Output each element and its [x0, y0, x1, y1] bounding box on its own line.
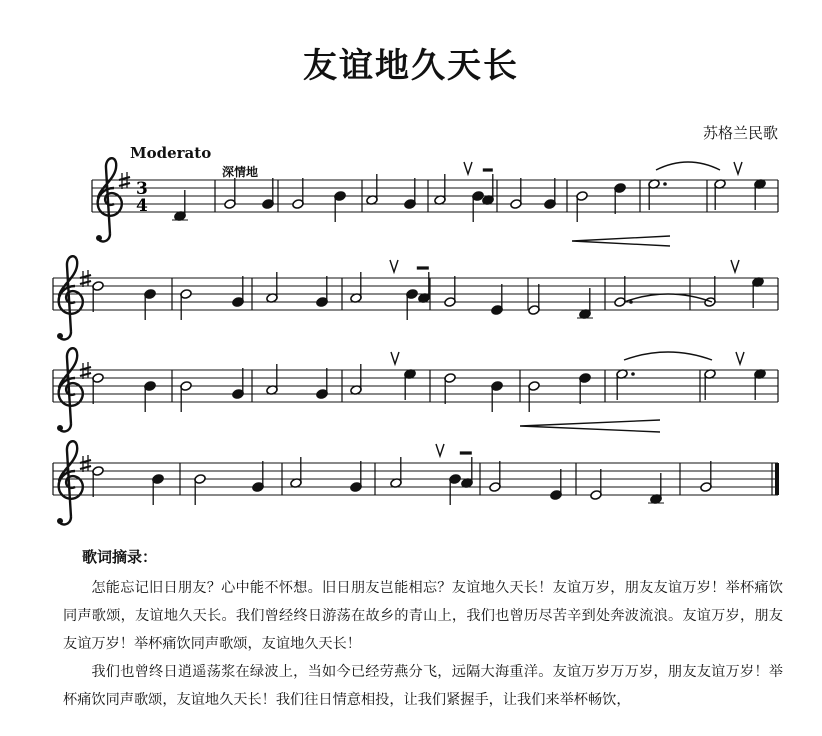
hairpin: [520, 420, 660, 432]
composer-label: 苏格兰民歌: [702, 124, 778, 142]
expression-marking: 深情地: [222, 165, 259, 179]
breath-mark-icon: [731, 260, 739, 272]
staff-system: [53, 441, 778, 524]
lyrics-paragraph: 我们也曾终日逍遥荡浆在绿波上，当如今已经劳燕分飞，远隔大海重洋。友谊万岁万万岁，朋友友谊万岁！举杯痛饮同声歌颂，友谊地久天长！我们往日情意相投，让我们紧握手，让我们来举杯畅饮，: [63, 664, 783, 708]
tie: [656, 162, 720, 170]
staff-systems: [53, 158, 778, 524]
staff-system: [53, 348, 778, 431]
tie: [624, 352, 712, 360]
lyrics-body: [63, 574, 783, 714]
breath-mark-icon: [390, 260, 398, 272]
breath-mark-icon: [436, 444, 444, 456]
breath-mark-icon: [736, 352, 744, 364]
breath-mark-icon: [391, 352, 399, 364]
time-signature-bottom: 4: [136, 196, 148, 216]
breath-mark-icon: [734, 162, 742, 174]
staff-system: [53, 256, 778, 339]
lyrics-paragraph: 怎能忘记旧日朋友？心中能不怀想。旧日朋友岂能相忘？友谊地久天长！友谊万岁，朋友友谊万岁！举杯痛饮同声歌颂，友谊地久天长。我们曾经终日游荡在故乡的青山上，我们也曾历尽苦辛到处奔波流浪。友谊万岁，朋友友谊万岁！举杯痛饮同声歌颂，友谊地久天长！: [63, 580, 783, 652]
lyrics-heading: 歌词摘录：: [82, 548, 158, 566]
tie: [624, 294, 712, 302]
staff-system: [92, 158, 778, 241]
song-title: 友谊地久天长: [303, 46, 519, 86]
breath-mark-icon: [464, 162, 472, 174]
hairpin: [572, 236, 670, 246]
tempo-marking: Moderato: [130, 144, 212, 162]
time-signature-top: 3: [136, 179, 148, 199]
